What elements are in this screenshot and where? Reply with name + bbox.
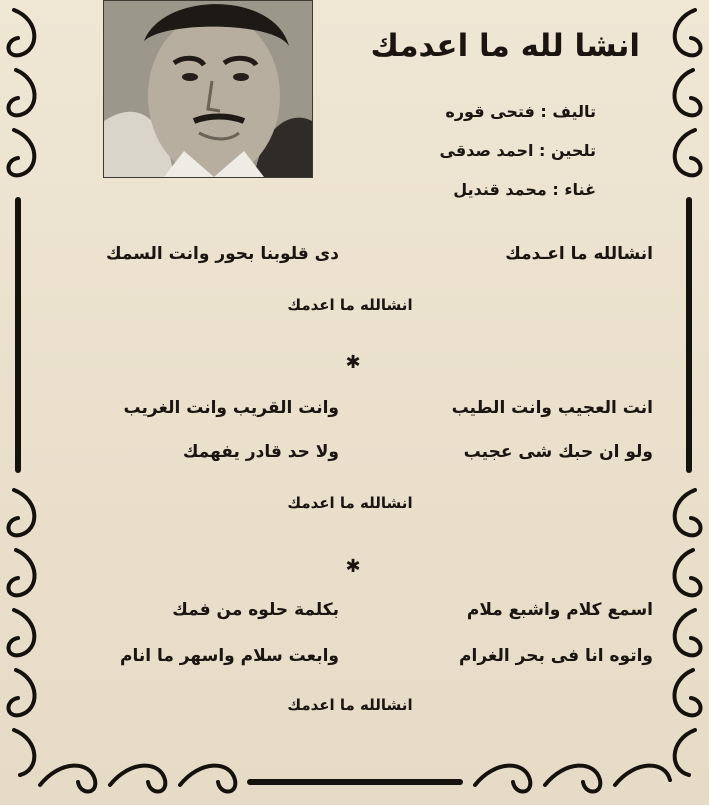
refrain: انشالله ما اعدمك <box>287 494 413 512</box>
song-title: انشا لله ما اعدمك <box>370 28 640 64</box>
verse-line: وانت القريب وانت الغريب <box>123 398 339 418</box>
verse-line: واتوه انا فى بحر الغرام <box>459 646 653 666</box>
credit-composer: تلحين : احمد صدقى <box>439 141 596 160</box>
verse-line: ولو ان حبك شى عجيب <box>463 442 653 462</box>
verse-line: دى قلوبنا بحور وانت السمك <box>105 244 339 264</box>
singer-portrait <box>103 0 313 178</box>
star-divider: ✱ <box>345 556 361 577</box>
credit-singer: غناء : محمد قنديل <box>453 180 596 199</box>
credit-lyricist: تاليف : فتحى قوره <box>445 102 596 121</box>
verse-line: انشالله ما اعـدمك <box>505 244 653 264</box>
verse-line: اسمع كلام واشبع ملام <box>466 600 653 620</box>
verse-line: ولا حد قادر يفهمك <box>182 442 339 462</box>
star-divider: ✱ <box>345 352 361 373</box>
verse-line: وابعت سلام واسهر ما انام <box>120 646 339 666</box>
refrain: انشالله ما اعدمك <box>287 296 413 314</box>
verse-line: بكلمة حلوه من فمك <box>172 600 339 620</box>
refrain: انشالله ما اعدمك <box>287 696 413 714</box>
verse-line: انت العجيب وانت الطيب <box>451 398 653 418</box>
